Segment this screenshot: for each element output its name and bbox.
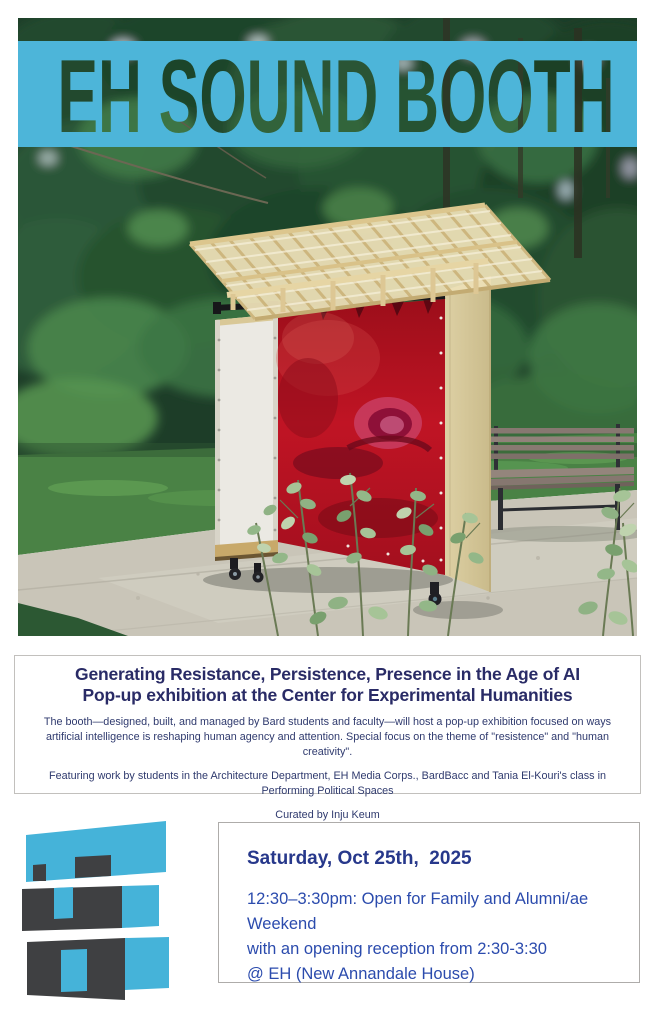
exhibition-title bbox=[29, 664, 626, 706]
title-banner bbox=[18, 41, 637, 147]
exhibition-description: The booth—designed, built, and managed by Bard students and faculty—will host a pop-up exhibition focused on ways artificial intelligence is reshaping human agency and attention. Special focus on the theme of "resistence" and "human creativity". bbox=[43, 716, 612, 758]
eh-logo bbox=[22, 820, 170, 1002]
event-schedule-line2: with an opening reception from 2:30-3:30 bbox=[247, 940, 547, 958]
eh-logo-middle-slab bbox=[22, 885, 159, 931]
booth-photo bbox=[18, 18, 637, 636]
exhibition-title-line2: Pop-up exhibition at the Center for Experimental Humanities bbox=[82, 685, 573, 705]
event-date: Saturday, Oct 25th, 2025 bbox=[247, 848, 472, 869]
details-box bbox=[14, 655, 641, 821]
exhibition-featuring: Featuring work by students in the Architecture Department, EH Media Corps., BardBacc and Tania El-Kouri's class in Performing Political Spaces bbox=[49, 770, 606, 797]
event-schedule-line1: 12:30–3:30pm: Open for Family and Alumni/ae Weekend bbox=[247, 890, 589, 933]
booth-side-panel bbox=[445, 276, 490, 592]
event-schedule bbox=[247, 887, 611, 987]
eh-logo-bottom-slab bbox=[27, 937, 169, 1000]
event-details-box bbox=[218, 822, 640, 983]
exhibition-title-line1: Generating Resistance, Persistence, Presence in the Age of AI bbox=[75, 664, 580, 684]
curator-credit: Curated by Inju Keum bbox=[275, 809, 380, 821]
eh-logo-top-slab bbox=[26, 821, 166, 882]
event-location: @ EH (New Annandale House) bbox=[247, 965, 475, 983]
booth-photo-illustration bbox=[18, 18, 637, 636]
